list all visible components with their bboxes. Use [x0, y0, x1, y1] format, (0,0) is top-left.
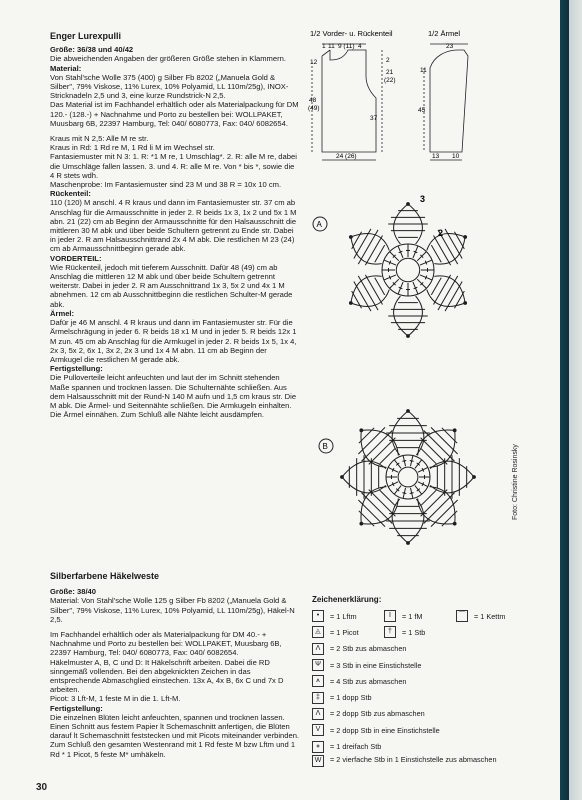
- stitch-mark: [454, 232, 464, 249]
- pullover-material-heading: Material:: [50, 63, 82, 73]
- pullover-size: Größe: 36/38 und 40/42: [50, 45, 134, 55]
- body-schematic: [308, 28, 420, 170]
- legend-row: [312, 755, 552, 775]
- pullover-back-heading: Rückenteil:: [50, 189, 91, 199]
- legend-text: = 2 Stb zus abmaschen: [330, 644, 407, 654]
- legend-row: [312, 689, 552, 705]
- sleeve-dim-13: 13: [432, 153, 440, 160]
- stitch-mark: [358, 230, 378, 264]
- stitch-mark: [454, 291, 464, 308]
- body-dim-bottom: 24 (26): [336, 153, 357, 160]
- stitch-mark: [365, 275, 382, 305]
- stitch-mark: [365, 236, 382, 266]
- picot-dot: [341, 476, 344, 479]
- legend-item: [312, 626, 384, 638]
- stitch-mark: [375, 278, 385, 295]
- stitch-mark: [354, 282, 371, 312]
- pullover-front: Wie Rückenteil, jedoch mit tieferem Ausschnitt. Dafür 48 (49) cm ab Anschlag die mittleren 12 M abk und über beide Schultern getrennt weiterstr. Dabei in jeder 2. R am Ausschnittrand 1x 3, 5x 2 und 4x 1 M abnehmen. 12 cm ab Ausschnittbeginn die restlichen Schulter-M gerade abk.: [50, 262, 293, 309]
- vest-picot: Picot: 3 Lft-M, 1 feste M in die 1. Lft-M.: [50, 694, 181, 704]
- stitch-mark: [358, 276, 378, 310]
- sleeve-dim-23: 23: [446, 43, 454, 50]
- picot-dot: [453, 522, 456, 525]
- stitch-mark: [410, 493, 414, 494]
- stitch-mark: [445, 229, 462, 259]
- legend-text: = 2 dopp Stb zus abmaschen: [330, 709, 425, 719]
- stitch-mark: [402, 493, 406, 494]
- fm-symbol-icon: I: [384, 610, 396, 622]
- two-dopp-stb-one-stitch-symbol-icon: V: [312, 724, 324, 736]
- legend-row-2: [312, 624, 552, 640]
- stitch-mark: [352, 291, 362, 308]
- stitch-mark: [354, 229, 371, 259]
- vest-instructions: [50, 572, 300, 759]
- sleeve-schematic: [420, 28, 490, 170]
- kettm-symbol-icon: ⌒: [456, 610, 468, 622]
- body-dim-top-11: 11: [328, 43, 335, 50]
- body-dim-2: 2: [386, 57, 390, 64]
- vest-size: Größe: 38/40: [50, 587, 97, 597]
- sleeve-dim-45: 45: [418, 107, 426, 114]
- lftm-symbol-icon: •: [312, 610, 324, 622]
- stitch-mark: [421, 438, 448, 465]
- legend-row: [312, 706, 552, 722]
- vest-title: Silberfarbene Häkelweste: [50, 571, 160, 581]
- legend-row: [312, 738, 552, 754]
- dopp-stb-symbol-icon: ‡: [312, 692, 324, 704]
- four-stb-together-symbol-icon: ⩚: [312, 675, 324, 687]
- picot-dot: [407, 335, 410, 338]
- pullover-finish: Die Pulloverteile leicht anfeuchten und laut der im Schnitt stehenden Maße spannen und trocknen lassen. Die Schulternähte schließen. Aus dem Halsausschnitt mit der Rund-N 140 M aufn und 1,5 cm kraus str. Die M abk. Die Ärmel- und Seitennähte schließen. Die Armkugeln einhalten. Die Ärmel einnähen. Zum Schluß alle Nähte leicht ausdämpfen.: [50, 373, 297, 420]
- stitch-mark: [369, 438, 396, 465]
- picot-dot: [349, 302, 352, 305]
- stitch-mark: [421, 490, 448, 517]
- pullover-size-note: Die abweichenden Angaben der größeren Größe stehen in Klammern.: [50, 54, 286, 64]
- stitch-mark: [438, 276, 458, 310]
- pullover-title: Enger Lurexpulli: [50, 31, 122, 41]
- legend-text: = 1 Kettm: [474, 611, 506, 621]
- stitch-mark: [399, 251, 403, 253]
- vest-finish-heading: Fertigstellung:: [50, 703, 103, 713]
- picot-dot: [360, 522, 363, 525]
- stitch-mark: [369, 490, 396, 517]
- stitch-mark: [389, 261, 391, 265]
- legend-text: = 1 Lftm: [330, 611, 357, 621]
- stitch-mark: [434, 275, 451, 305]
- body-dim-49: (49): [308, 105, 320, 112]
- legend-text: = 3 Stb in eine Einstichstelle: [330, 660, 422, 670]
- stitch-mark: [352, 232, 362, 249]
- legend-text: = 4 Stb zus abmaschen: [330, 676, 407, 686]
- stitch-mark: [445, 282, 462, 312]
- stitch-mark: [425, 261, 427, 265]
- pullover-pattern: Fantasiemuster mit N 3: 1. R: *1 M re, 1 Umschlag*. 2. R: alle M re, dabei die Umschläge fallen lassen. 3. und 4. R: alle M re. Von * bis *, sowie die 4 R stets wdh.: [50, 152, 297, 180]
- symbol-legend: [312, 595, 552, 775]
- petal-outline: [427, 234, 465, 265]
- sleeve-dim-11: 11: [420, 67, 427, 74]
- legend-text: = 2 vierfache Stb in 1 Einstichstelle zus abmaschen: [330, 754, 497, 764]
- legend-text: = 1 Picot: [330, 627, 359, 637]
- body-dim-top-1: 1: [322, 43, 326, 50]
- pullover-finish-heading: Fertigstellung:: [50, 364, 103, 374]
- stitch-mark: [431, 278, 441, 295]
- stitch-mark: [389, 276, 391, 280]
- legend-text: = 1 fM: [402, 611, 423, 621]
- picot-dot: [407, 410, 410, 413]
- page-edge: [560, 0, 582, 800]
- pullover-kraus: Kraus mit N 2,5: Alle M re str.: [50, 134, 149, 144]
- legend-row: [312, 673, 552, 689]
- vest-motif: Häkelmuster A, B, C und D: It Häkelschrift arbeiten. Dabei die RD sinngemäß vollenden. Bei den abgeknickten Zeichen in das entsprechende Abmaschglied einstechen. 13x A, 4x B, 6x C und 7x D arbeiten.: [50, 657, 284, 695]
- vest-shop: Im Fachhandel erhältlich oder als Materialpackung für DM 40.- + Nachnahme und Porto zu bestellen bei: WOLLPAKET, Muusbarg 6B, 22397 Hamburg, Tel: 040/ 6080773, Fax: 040/ 6082654.: [50, 630, 282, 658]
- pullover-sleeve: Dafür je 46 M anschl. 4 R kraus und dann im Fantasiemuster str. Für die Ärmelschrägung in jeder 6. R beids 18 x1 M und in jeder 5. R beids 12x 1 M zun. 45 cm ab Anschlag für die Armkugel in jeder 2. R beids 1x 5, 1x 4, 2x 3, 5x 2, 6x 1, 3x 2, 2x 3 und 1x 4 M abn. 11 cm ab Beginn der Armkugel die restlichen M gerade abk.: [50, 318, 297, 364]
- legend-row: [312, 657, 552, 673]
- center-ring: [398, 467, 418, 487]
- two-dopp-stb-together-symbol-icon: Λ: [312, 708, 324, 720]
- picot-dot: [407, 542, 410, 545]
- two-stb-together-symbol-icon: Λ: [312, 643, 324, 655]
- legend-item: [312, 610, 384, 622]
- picot-dot: [407, 203, 410, 206]
- picot-dot: [464, 302, 467, 305]
- photo-credit: Foto: Christine Rosinsky: [512, 444, 519, 520]
- picot-symbol-icon: ◬: [312, 626, 324, 638]
- body-schematic-title: 1/2 Vorder- u. Rückenteil: [310, 29, 393, 38]
- sleeve-schematic-title: 1/2 Ärmel: [428, 29, 461, 38]
- pullover-gauge: Maschenprobe: Im Fantasiemuster sind 23 M und 38 R = 10x 10 cm.: [50, 180, 282, 190]
- legend-title: Zeichenerklärung:: [312, 595, 382, 604]
- stitch-mark: [414, 287, 418, 289]
- picot-dot: [464, 236, 467, 239]
- dreifach-stb-symbol-icon: ⧧: [312, 741, 324, 753]
- stitch-mark: [410, 460, 414, 461]
- picot-dot: [453, 429, 456, 432]
- body-dim-48: 48: [309, 97, 317, 104]
- diagram-a-number-2: 2: [438, 228, 444, 238]
- stitch-mark: [414, 251, 418, 253]
- stitch-mark: [375, 245, 385, 262]
- petal-outline: [351, 276, 389, 307]
- diagram-a-number-3: 3: [420, 194, 426, 204]
- picot-dot: [473, 476, 476, 479]
- vest-material: Material: Von Stahl'sche Wolle 125 g Silber Fb 8202 („Manuela Gold & Silber", 79% Viskose, 11% Lurex, 10% Polyamid, LL 110m/25g), Häkel-N 2,5.: [50, 596, 295, 624]
- pullover-material: Von Stahl'sche Wolle 375 (400) g Silber Fb 8202 („Manuela Gold & Silber", 79% Viskose, 11% Lurex, 10% Polyamid, LL 110m/25g), INOX- Stricknadeln 2,5 und 3, eine kurze Rundstrick-N 2,5.: [50, 72, 289, 101]
- pullover-front-heading: VORDERTEIL:: [50, 253, 102, 263]
- crochet-diagram-a: [308, 180, 508, 370]
- pullover-instructions: [50, 32, 300, 419]
- three-stb-one-stitch-symbol-icon: Ψ: [312, 659, 324, 671]
- diagram-b-label: B: [322, 442, 328, 451]
- stitch-mark: [425, 276, 427, 280]
- body-dim-top-9: 9 (11): [338, 43, 355, 50]
- legend-text: = 1 dreifach Stb: [330, 742, 382, 752]
- stitch-mark: [402, 460, 406, 461]
- sleeve-dim-10: 10: [452, 153, 460, 160]
- legend-item: [456, 610, 528, 622]
- legend-item: [384, 626, 456, 638]
- vest-finish: Die einzelnen Blüten leicht anfeuchten, spannen und trocknen lassen. Einen Schnitt aus festem Papier lt Schemaschnitt anfertigen, die Blüten darauf lt Schemaschnitt feststecken und mit Picots miteinander verbinden. Zum Schluß den gesamten Westenrand mit 1 Rd feste M bzw Lftm und 1 Rd * 1 Picot, 5 feste M* umhäkeln.: [50, 712, 300, 759]
- stitch-mark: [434, 236, 451, 266]
- body-dim-12: 12: [310, 59, 318, 66]
- legend-row: [312, 722, 552, 738]
- pullover-back: 110 (120) M anschl. 4 R kraus und dann im Fantasiemuster str. 37 cm ab Anschlag für die Armausschnitte in jeder 2. R beids 1x 3, 1x 2 und 5x 1 M abn. 21 (22) cm ab Beginn der Armausschnitte für den Halsausschnitt die mittleren 30 M abk und über beide Schultern getrennt zu Ende str. Dabei in jeder 2. R am Halsausschnittrand 2x 4 M abk. Die restlichen M 23 (24) cm ab Armausschnittbeginn gerade abk.: [50, 198, 297, 254]
- stitch-mark: [431, 245, 441, 262]
- picot-dot: [349, 236, 352, 239]
- petal-outline: [427, 276, 465, 307]
- vierfach-stb-symbol-icon: W: [312, 755, 324, 767]
- legend-row-1: [312, 608, 552, 624]
- body-dim-22: (22): [384, 77, 396, 84]
- center-ring: [396, 258, 419, 281]
- body-dim-37: 37: [370, 115, 378, 122]
- crochet-diagram-b: [308, 372, 508, 582]
- legend-text: = 1 Stb: [402, 627, 426, 637]
- picot-dot: [360, 429, 363, 432]
- pullover-sleeve-heading: Ärmel:: [50, 308, 75, 318]
- legend-row: [312, 641, 552, 657]
- stitch-mark: [399, 287, 403, 289]
- stb-symbol-icon: †: [384, 626, 396, 638]
- pullover-shop: Das Material ist im Fachhandel erhältlich oder als Materialpackung für DM 120.- (128.-) + Nachnahme und Porto zu bestellen bei: WOLLPAKET, Muusbarg 6B, 22397 Hamburg, Tel: 040/ 6080773, Fax: 040/ 6082654.: [50, 100, 299, 128]
- page-number: 30: [36, 782, 48, 793]
- petal-outline: [351, 234, 389, 265]
- diagram-a-label: A: [316, 220, 322, 229]
- legend-item: [384, 610, 456, 622]
- body-dim-top-4: 4: [358, 43, 362, 50]
- body-dim-21: 21: [386, 69, 394, 76]
- pullover-kraus-rd: Kraus in Rd: 1 Rd re M, 1 Rd li M im Wechsel str.: [50, 143, 215, 153]
- legend-text: = 2 dopp Stb in eine Einstichstelle: [330, 725, 440, 735]
- legend-text: = 1 dopp Stb: [330, 693, 372, 703]
